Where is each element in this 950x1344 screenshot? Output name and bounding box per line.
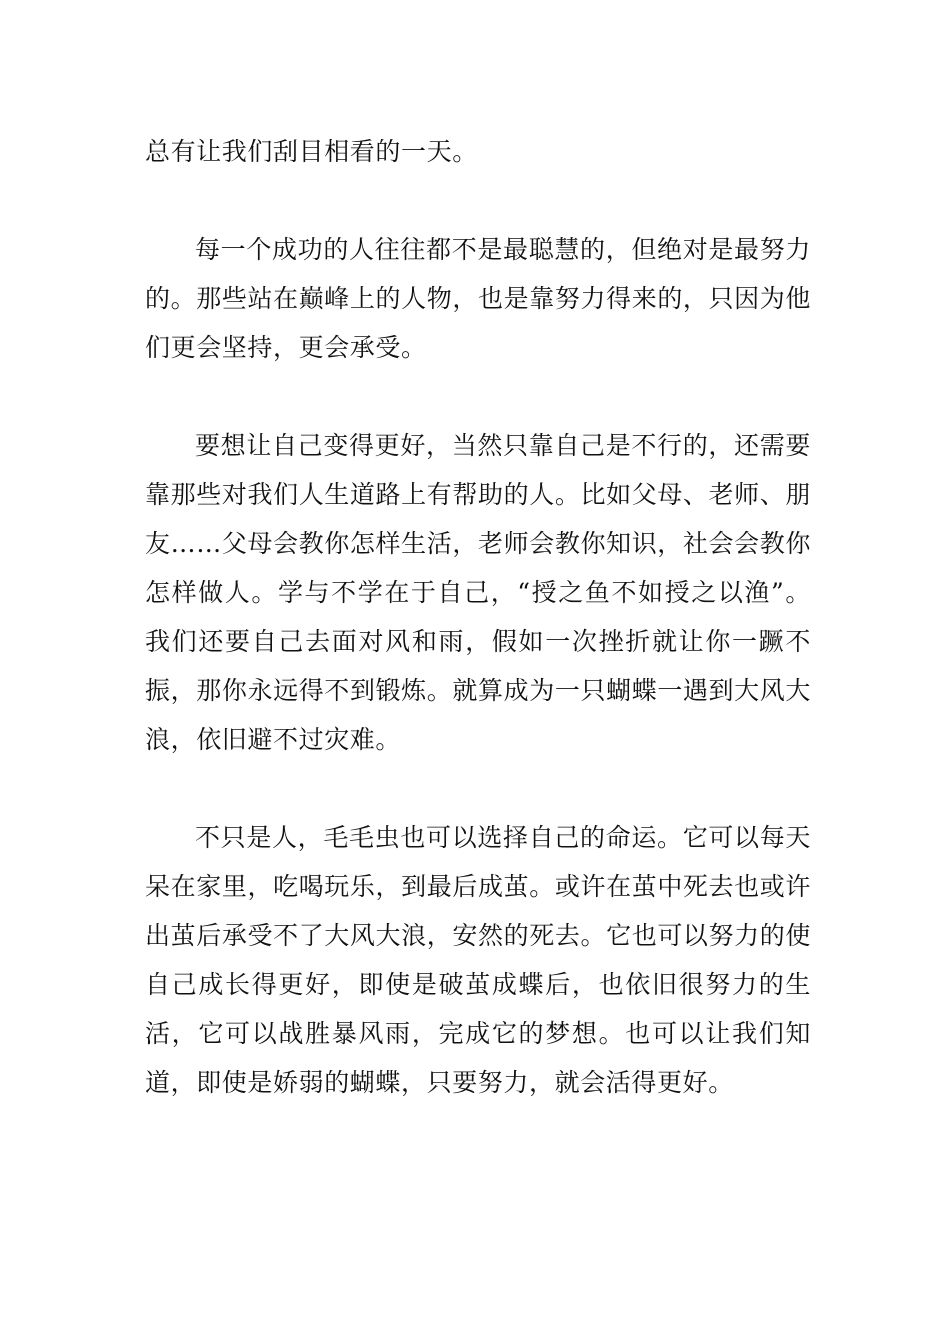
paragraph-continuation: 总有让我们刮目相看的一天。 [145, 137, 478, 166]
paragraph: 不只是人，毛毛虫也可以选择自己的命运。它可以每天呆在家里，吃喝玩乐，到最后成茧。或许在茧中死去也或许出茧后承受不了大风大浪，安然的死去。它也可以努力的使自己成长得更好，即使是破茧成蝶后，也依旧很努力的生活，它可以战胜暴风雨，完成它的梦想。也可以让我们知道，即使是娇弱的蝴蝶，只要努力，就会活得更好。 [145, 823, 811, 1097]
paragraph: 要想让自己变得更好，当然只靠自己是不行的，还需要靠那些对我们人生道路上有帮助的人。比如父母、老师、朋友……父母会教你怎样生活，老师会教你知识，社会会教你怎样做人。学与不学在于自己，“授之鱼不如授之以渔”。我们还要自己去面对风和雨，假如一次挫折就让你一蹶不振，那你永远得不到锻炼。就算成为一只蝴蝶一遇到大风大浪，依旧避不过灾难。 [145, 431, 811, 754]
paragraph: 每一个成功的人往往都不是最聪慧的，但绝对是最努力的。那些站在巅峰上的人物，也是靠努力得来的，只因为他们更会坚持，更会承受。 [145, 235, 811, 362]
document-body [145, 127, 811, 1156]
